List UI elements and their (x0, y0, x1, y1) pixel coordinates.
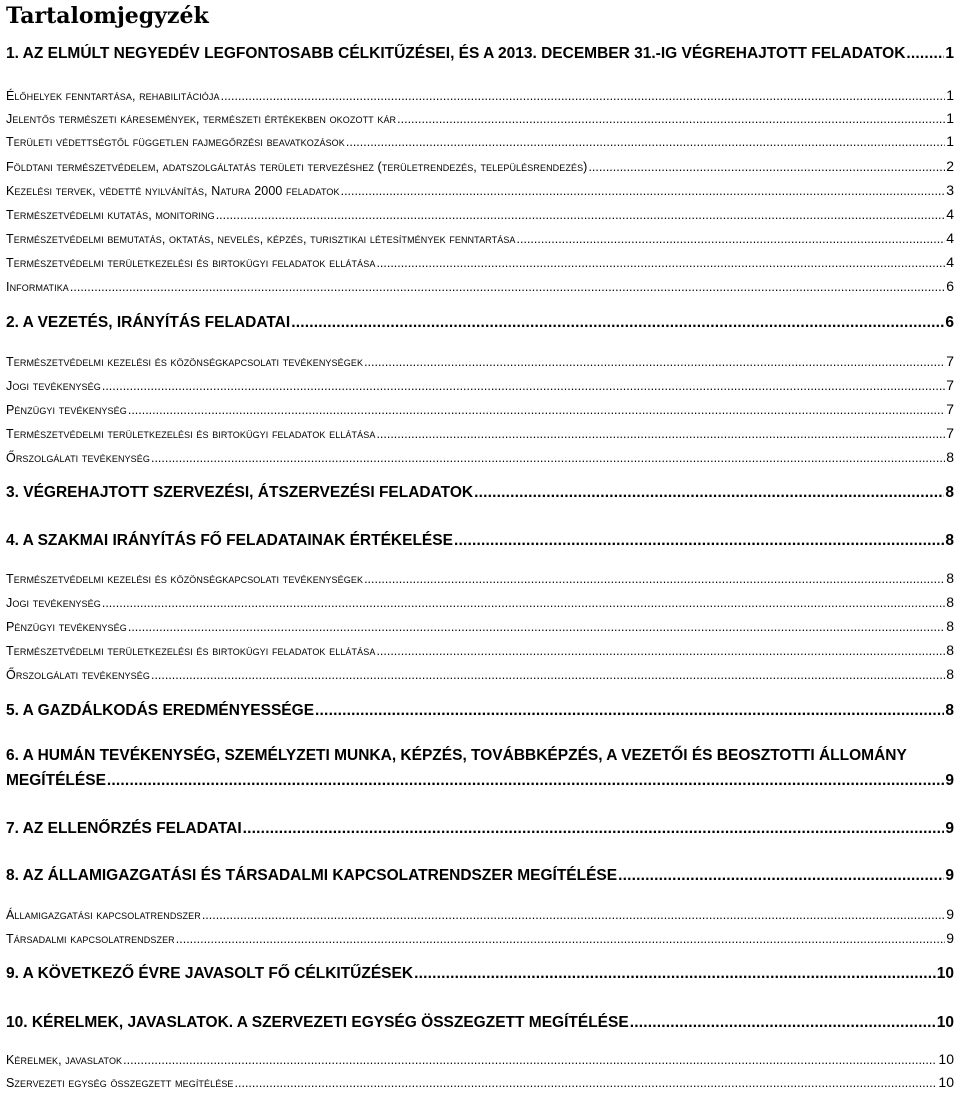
toc-entry-page: 1 (946, 87, 954, 103)
toc-entry[interactable] (6, 86, 954, 105)
dot-leader (123, 1051, 937, 1069)
dot-leader (243, 819, 945, 839)
dot-leader (202, 906, 945, 924)
dot-leader (102, 594, 945, 612)
toc-entry-label: Államigazgatási kapcsolatrendszer (6, 908, 201, 922)
toc-entry-label: 2. A VEZETÉS, IRÁNYÍTÁS FELADATAI (6, 314, 291, 331)
dot-leader (588, 158, 945, 176)
toc-entry-page: 8 (946, 449, 954, 465)
toc-entry-page: 3 (946, 182, 954, 198)
toc-entry-label: Őrszolgálati tevékenység (6, 668, 150, 682)
toc-entry-section-3[interactable] (6, 483, 954, 503)
toc-entry-page: 1 (946, 110, 954, 126)
toc-entry-page: 8 (945, 532, 954, 549)
toc-entry-page: 7 (946, 401, 954, 417)
toc-entry-label: Kezelési tervek, védetté nyilvánítás, Natura 2000 feladatok (6, 184, 340, 198)
toc-entry-page: 8 (946, 642, 954, 658)
toc-entry[interactable] (6, 277, 954, 296)
toc-entry-label: Területi védettségtől független fajmegőrzési beavatkozások (6, 135, 345, 149)
toc-entry-page: 7 (946, 377, 954, 393)
dot-leader (128, 618, 945, 636)
toc-entry-section-9[interactable] (6, 964, 954, 984)
toc-entry-label: Földtani természetvédelem, adatszolgáltatás területi tervezéshez (területrendezés, településrendezés) (6, 160, 588, 174)
toc-entry-section-5[interactable] (6, 701, 954, 721)
toc-entry-page: 9 (945, 772, 954, 789)
dot-leader (235, 1074, 938, 1092)
toc-entry[interactable] (6, 109, 954, 128)
toc-entry-page: 8 (945, 702, 954, 719)
dot-leader (906, 44, 944, 64)
toc-entry-page: 10 (936, 965, 954, 982)
dot-leader (376, 425, 945, 443)
toc-entry-label: Élőhelyek fenntartása, rehabilitációja (6, 89, 220, 103)
toc-entry-page: 7 (946, 425, 954, 441)
toc-entry[interactable] (6, 253, 954, 272)
toc-entry-page: 8 (946, 570, 954, 586)
toc-entry-label: 9. A KÖVETKEZŐ ÉVRE JAVASOLT FŐ CÉLKITŰZÉSEK (6, 965, 414, 982)
toc-entry[interactable] (6, 376, 954, 395)
toc-entry-section-8[interactable] (6, 866, 954, 886)
toc-entry-label: Társadalmi kapcsolatrendszer (6, 932, 175, 946)
toc-entry-label: Jelentős természeti káresemények, természeti értékekben okozott kár (6, 112, 397, 126)
toc-entry-section-1[interactable] (6, 44, 954, 64)
dot-leader (151, 666, 945, 684)
toc-entry-page: 9 (945, 867, 954, 884)
toc-entry-label: 10. KÉRELMEK, JAVASLATOK. A SZERVEZETI EGYSÉG ÖSSZEGZETT MEGÍTÉLÉSE (6, 1014, 629, 1031)
toc-entry-label: 8. AZ ÁLLAMIGAZGATÁSI ÉS TÁRSADALMI KAPCSOLATRENDSZER MEGÍTÉLÉSE (6, 867, 618, 884)
toc-entry[interactable] (6, 400, 954, 419)
dot-leader (221, 87, 946, 105)
toc-entry-label: Természetvédelmi kezelési és közönségkapcsolati tevékenységek (6, 355, 364, 369)
dot-leader (630, 1013, 936, 1033)
toc-entry-label: 1. AZ ELMÚLT NEGYEDÉV LEGFONTOSABB CÉLKITŰZÉSEI, ÉS A 2013. DECEMBER 31.-IG VÉGREHAJTOTT FELADATOK (6, 45, 906, 62)
toc-entry[interactable] (6, 181, 954, 200)
toc-entry-page: 9 (946, 906, 954, 922)
dot-leader (454, 531, 944, 551)
toc-entry-page: 8 (946, 618, 954, 634)
toc-entry[interactable] (6, 569, 954, 588)
dot-leader (128, 401, 945, 419)
toc-entry-page: 2 (946, 158, 954, 174)
toc-entry-page: 8 (946, 666, 954, 682)
dot-leader (376, 642, 945, 660)
dot-leader (414, 964, 936, 984)
toc-entry-section-6[interactable] (6, 771, 954, 791)
toc-entry-label: Természetvédelmi kutatás, monitoring (6, 208, 215, 222)
toc-entry[interactable] (6, 157, 954, 176)
dot-leader (618, 866, 944, 886)
toc-entry-page: 1 (946, 133, 954, 149)
dot-leader (176, 930, 945, 948)
toc-entry-section-2[interactable] (6, 313, 954, 333)
toc-entry-label: MEGÍTÉLÉSE (6, 772, 106, 789)
toc-entry[interactable] (6, 132, 954, 151)
dot-leader (517, 230, 946, 248)
toc-entry-label: Természetvédelmi területkezelési és birtokügyi feladatok ellátása (6, 427, 376, 441)
toc-entry-section-4[interactable] (6, 531, 954, 551)
toc-title: Tartalomjegyzék (6, 3, 209, 29)
toc-entry-label: Jogi tevékenység (6, 596, 101, 610)
toc-entry-page: 10 (936, 1014, 954, 1031)
toc-entry-page: 8 (945, 484, 954, 501)
toc-entry-section-10[interactable] (6, 1013, 954, 1033)
toc-entry[interactable] (6, 665, 954, 684)
toc-entry-page: 1 (945, 45, 954, 62)
toc-entry-label: Őrszolgálati tevékenység (6, 451, 150, 465)
dot-leader (102, 377, 945, 395)
toc-entry-label: Jogi tevékenység (6, 379, 101, 393)
toc-entry[interactable] (6, 1050, 954, 1069)
toc-entry[interactable] (6, 448, 954, 467)
toc-entry-label: Természetvédelmi területkezelési és birtokügyi feladatok ellátása (6, 644, 376, 658)
toc-entry-label: Informatika (6, 280, 69, 294)
dot-leader (151, 449, 945, 467)
toc-entry-section-7[interactable] (6, 819, 954, 839)
toc-entry-page: 9 (946, 930, 954, 946)
dot-leader (107, 771, 944, 791)
toc-entry-page: 10 (938, 1051, 954, 1067)
toc-entry-label: Természetvédelmi bemutatás, oktatás, nevelés, képzés, turisztikai létesítmények fenntartása (6, 232, 516, 246)
dot-leader (474, 483, 944, 503)
toc-entry-label: 5. A GAZDÁLKODÁS EREDMÉNYESSÉGE (6, 702, 315, 719)
toc-entry[interactable] (6, 424, 954, 443)
toc-entry-label: 7. AZ ELLENŐRZÉS FELADATAI (6, 820, 242, 837)
toc-entry-label: 4. A SZAKMAI IRÁNYÍTÁS FŐ FELADATAINAK ÉRTÉKELÉSE (6, 532, 453, 549)
dot-leader (397, 110, 945, 128)
toc-entry-page: 7 (946, 353, 954, 369)
toc-entry[interactable] (6, 593, 954, 612)
dot-leader (364, 570, 945, 588)
toc-entry-page: 8 (946, 594, 954, 610)
dot-leader (346, 133, 945, 151)
toc-entry-page: 6 (945, 314, 954, 331)
toc-entry-section-6-line-1[interactable]: 6. A HUMÁN TEVÉKENYSÉG, SZEMÉLYZETI MUNKA, KÉPZÉS, TOVÁBBKÉPZÉS, A VEZETŐI ÉS BEOSZTOTTI ÁLLOMÁNY (6, 747, 907, 764)
dot-leader (70, 278, 945, 296)
toc-entry-label: Természetvédelmi kezelési és közönségkapcsolati tevékenységek (6, 572, 364, 586)
toc-entry[interactable] (6, 929, 954, 948)
toc-entry-page: 4 (946, 230, 954, 246)
toc-entry[interactable] (6, 205, 954, 224)
toc-entry-page: 4 (946, 254, 954, 270)
toc-entry-page: 9 (945, 820, 954, 837)
dot-leader (315, 701, 944, 721)
toc-entry-page: 10 (938, 1074, 954, 1090)
toc-entry-label: Pénzügyi tevékenység (6, 620, 127, 634)
toc-entry[interactable] (6, 905, 954, 924)
toc-entry[interactable] (6, 352, 954, 371)
dot-leader (364, 353, 945, 371)
dot-leader (376, 254, 945, 272)
dot-leader (341, 182, 946, 200)
dot-leader (291, 313, 944, 333)
toc-entry-page: 4 (946, 206, 954, 222)
dot-leader (216, 206, 946, 224)
toc-entry[interactable] (6, 229, 954, 248)
toc-entry[interactable] (6, 1073, 954, 1092)
toc-entry-label: 3. VÉGREHAJTOTT SZERVEZÉSI, ÁTSZERVEZÉSI FELADATOK (6, 484, 474, 501)
toc-entry-page: 6 (946, 278, 954, 294)
toc-entry-label: Természetvédelmi területkezelési és birtokügyi feladatok ellátása (6, 256, 376, 270)
toc-entry[interactable] (6, 617, 954, 636)
toc-entry-label: Pénzügyi tevékenység (6, 403, 127, 417)
toc-entry-label: Szervezeti egység összegzett megítélése (6, 1076, 234, 1090)
toc-entry[interactable] (6, 641, 954, 660)
toc-entry-label: Kérelmek, javaslatok (6, 1053, 123, 1067)
